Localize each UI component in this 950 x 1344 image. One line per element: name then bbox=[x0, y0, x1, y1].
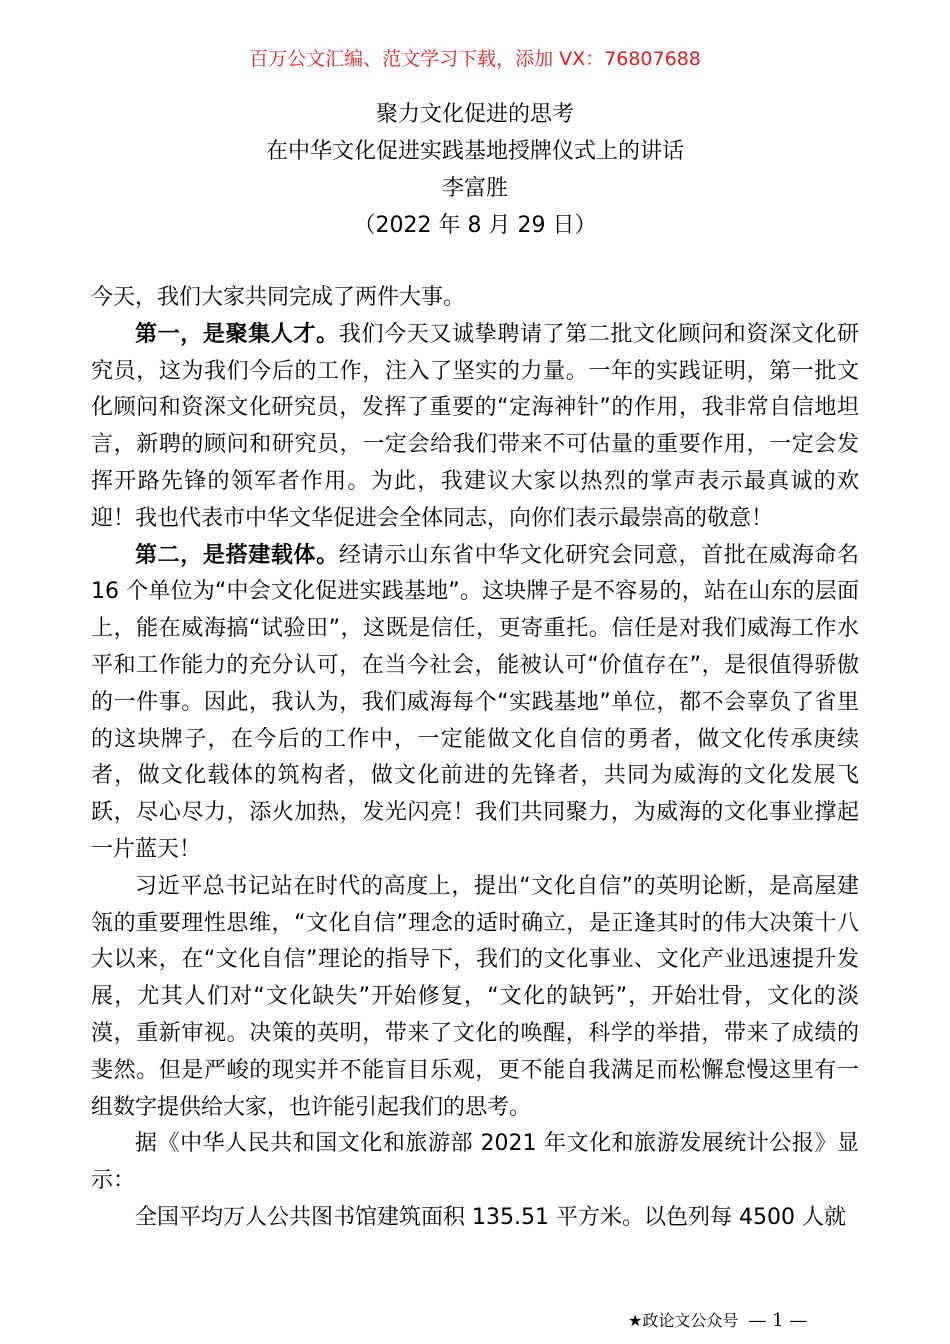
paragraph-text: 我们今天又诚挚聘请了第二批文化顾问和资深文化研究员，这为我们今后的工作，注入了坚实的力量。一年的实践证明，第一批文化顾问和资深文化研究员，发挥了重要的“定海神针”的作用，我非常自信地坦言，新聘的顾问和研究员，一定会给我们带来不可估量的重要作用，一定会发挥开路先锋的领军者作用。为此，我建议大家以热烈的掌声表示最真诚的欢迎！我也代表市中华文华促进会全体同志，向你们表示最崇高的敬意！ bbox=[91, 321, 859, 531]
paragraph-library-statistics: 全国平均万人公共图书馆建筑面积 135.51 平方米。以色列每 4500 人就 bbox=[135, 1204, 846, 1230]
paragraph-lead: 第二，是搭建载体。 bbox=[135, 542, 339, 568]
paragraph-statistics-source: 据《中华人民共和国文化和旅游部 2021 年文化和旅游发展统计公报》显示： bbox=[91, 1131, 859, 1194]
document-header bbox=[0, 96, 950, 244]
paragraph-culture-confidence: 习近平总书记站在时代的高度上，提出“文化自信”的英明论断，是高屋建瓴的重要理性思维，“文化自信”理念的适时确立，是正逢其时的伟大决策十八大以来，在“文化自信”理论的指导下，我们的文化事业、文化产业迅速提升发展，尤其人们对“文化缺失”开始修复，“文化的缺钙”，开始壮骨，文化的淡漠，重新审视。决策的英明，带来了文化的唤醒，科学的举措，带来了成绩的斐然。但是严峻的现实并不能盲目乐观，更不能自我满足而松懈怠慢这里有一组数字提供给大家，也许能引起我们的思考。 bbox=[91, 873, 859, 1120]
paragraph-lead: 第一，是聚集人才。 bbox=[135, 321, 339, 347]
document-body bbox=[91, 280, 859, 1237]
document-author: 李富胜 bbox=[441, 176, 508, 201]
page-number: — 1 — bbox=[748, 1310, 808, 1331]
paragraph-second-point bbox=[91, 538, 859, 869]
paragraph-text: 经请示山东省中华文化研究会同意，首批在威海命名 16 个单位为“中会文化促进实践基地”。这块牌子是不容易的，站在山东的层面上，能在威海搞“试验田”，这既是信任，更寄重托。信任是对我们威海工作水平和工作能力的充分认可，在当今社会，能被认可“价值存在”，是很值得骄傲的一件事。因此，我认为，我们威海每个“实践基地”单位，都不会辜负了省里的这块牌子，在今后的工作中，一定能做文化自信的勇者，做文化传承庚续者，做文化载体的筑构者，做文化前进的先锋者，共同为威海的文化发展飞跃，尽心尽力，添火加热，发光闪亮！我们共同聚力，为威海的文化事业撑起一片蓝天！ bbox=[91, 542, 859, 862]
paragraph-intro: 今天，我们大家共同完成了两件大事。 bbox=[91, 285, 466, 310]
document-date: （2022 年 8 月 29 日） bbox=[353, 213, 597, 238]
document-title: 聚力文化促进的思考 bbox=[375, 102, 574, 127]
document-subtitle: 在中华文化促进实践基地授牌仪式上的讲话 bbox=[265, 139, 684, 164]
paragraph-first-point bbox=[91, 317, 859, 538]
footer-source: ★政论文公众号 bbox=[628, 1311, 739, 1330]
page-footer bbox=[628, 1310, 807, 1332]
watermark-banner: 百万公文汇编、范文学习下载，添加 VX：76807688 bbox=[249, 48, 701, 70]
